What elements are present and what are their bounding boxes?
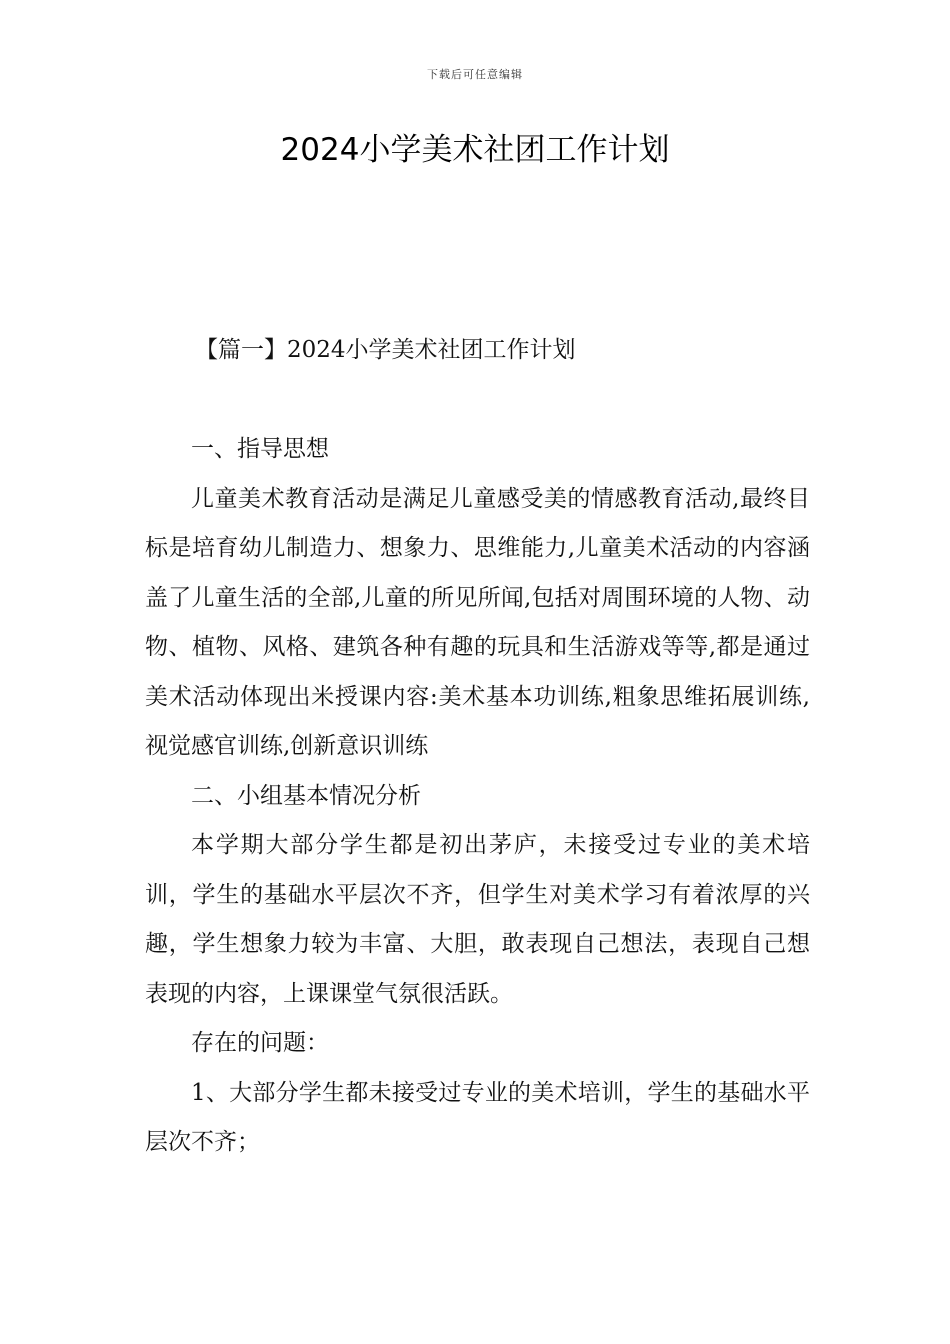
heading-problems: 存在的问题： (191, 1030, 329, 1056)
paragraph-group-analysis: 本学期大部分学生都是初出茅庐，未接受过专业的美术培训，学生的基础水平层次不齐，但学生对美术学习有着浓厚的兴趣，学生想象力较为丰富、大胆，敢表现自己想法，表现自己想表现的内容，上课课堂气氛很活跃。 (145, 832, 810, 1007)
problem-item-1: 1、大部分学生都未接受过专业的美术培训，学生的基础水平层次不齐； (145, 1079, 810, 1155)
paragraph-guiding-ideology: 儿童美术教育活动是满足儿童感受美的情感教育活动,最终目标是培育幼儿制造力、想象力、思维能力,儿童美术活动的内容涵盖了儿童生活的全部,儿童的所见所闻,包括对周围环境的人物、动物、植物、风格、建筑各种有趣的玩具和生活游戏等等,都是通过美术活动体现出米授课内容:美术基本功训练,粗象思维拓展训练,视觉感官训练,创新意识训练 (145, 485, 810, 759)
document-title: 2024小学美术社团工作计划 (280, 132, 670, 168)
heading-group-analysis: 二、小组基本情况分析 (191, 782, 421, 809)
heading-guiding-ideology: 一、指导思想 (191, 436, 329, 462)
header-note: 下载后可任意编辑 (427, 68, 523, 81)
section-title: 【篇一】2024小学美术社团工作计划 (195, 337, 576, 363)
document-body (145, 425, 810, 1168)
